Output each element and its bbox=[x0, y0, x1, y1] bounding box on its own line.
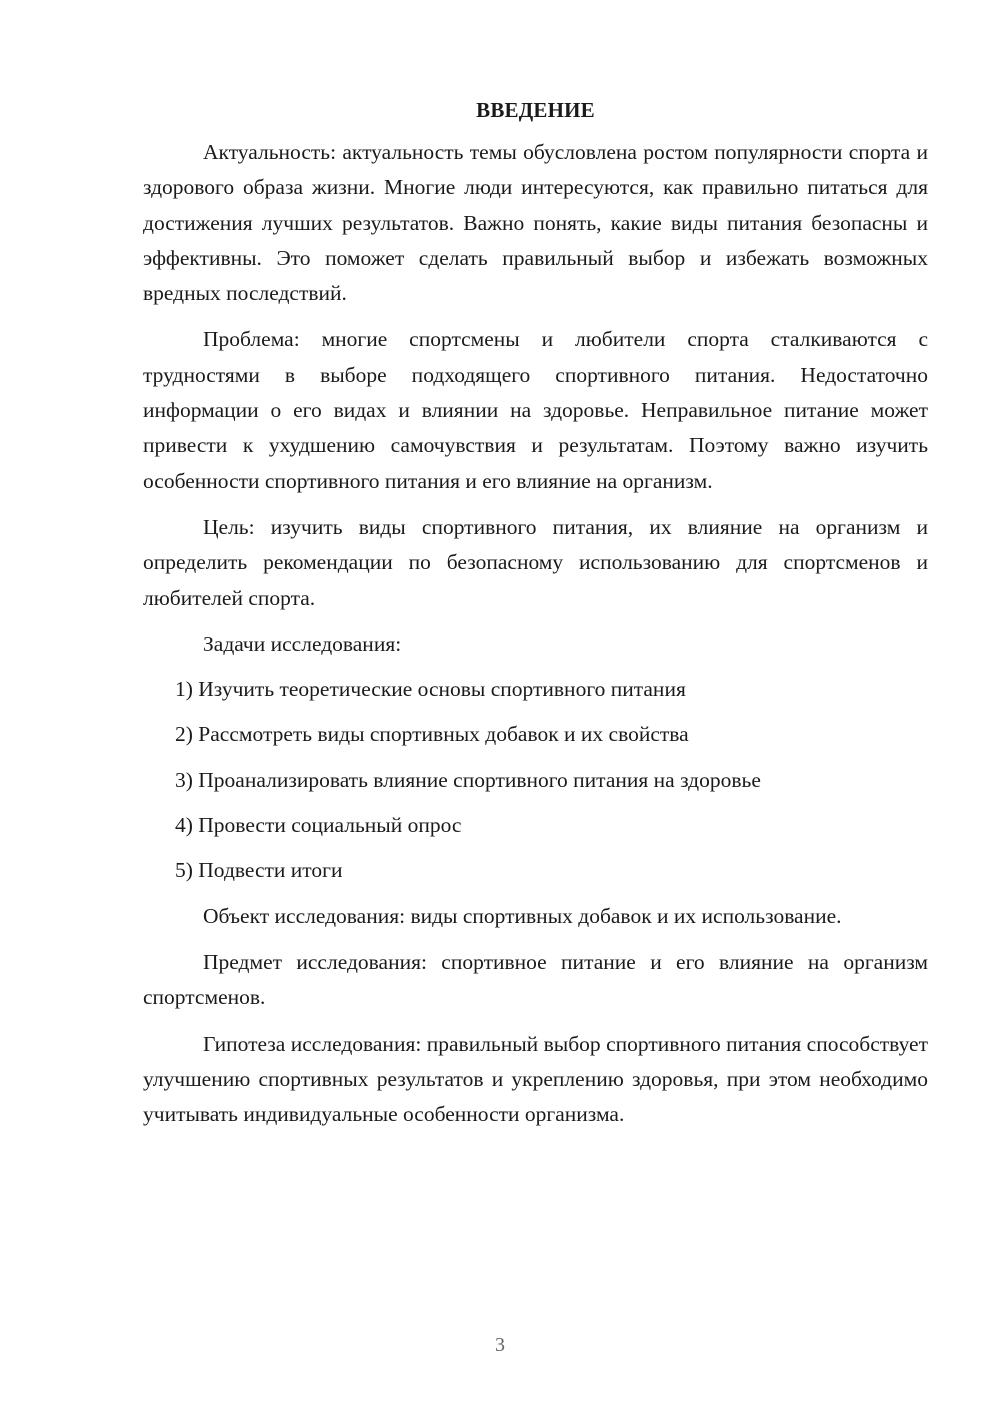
tasks-title: Задачи исследования: bbox=[203, 631, 402, 656]
object-paragraph: Объект исследования: виды спортивных добавок и их использование. bbox=[203, 903, 842, 928]
relevance-paragraph: Актуальность: актуальность темы обусловлена ростом популярности спорта и здорового образа жизни. Многие люди интересуются, как правильно питаться для достижения лучших результатов. Важно понять, какие виды питания безопасны и эффективны. Это поможет сделать правильный выбор и избежать возможных вредных последствий. bbox=[143, 140, 928, 306]
task-item: 4) Провести социальный опрос bbox=[175, 813, 462, 838]
goal-paragraph: Цель: изучить виды спортивного питания, их влияние на организм и определить рекомендации по безопасному использованию для спортсменов и любителей спорта. bbox=[143, 514, 928, 610]
subject-paragraph: Предмет исследования: спортивное питание и его влияние на организм спортсменов. bbox=[143, 949, 928, 1010]
task-item: 1) Изучить теоретические основы спортивного питания bbox=[175, 677, 686, 702]
document-page bbox=[143, 95, 928, 1143]
task-item: 3) Проанализировать влияние спортивного питания на здоровье bbox=[175, 767, 761, 792]
task-item: 5) Подвести итоги bbox=[175, 858, 343, 883]
section-heading: ВВЕДЕНИЕ bbox=[476, 98, 595, 122]
hypothesis-paragraph: Гипотеза исследования: правильный выбор спортивного питания способствует улучшению спортивных результатов и укреплению здоровья, при этом необходимо учитывать индивидуальные особенности организма. bbox=[143, 1031, 928, 1127]
task-list bbox=[143, 672, 928, 888]
page-number: 3 bbox=[495, 1334, 505, 1356]
problem-paragraph: Проблема: многие спортсмены и любители спорта сталкиваются с трудностями в выборе подходящего спортивного питания. Недостаточно информации о его видах и влиянии на здоровье. Неправильное питание может привести к ухудшению самочувствия и результатам. Поэтому важно изучить особенности спортивного питания и его влияние на организм. bbox=[143, 327, 928, 493]
task-item: 2) Рассмотреть виды спортивных добавок и их свойства bbox=[175, 722, 689, 747]
